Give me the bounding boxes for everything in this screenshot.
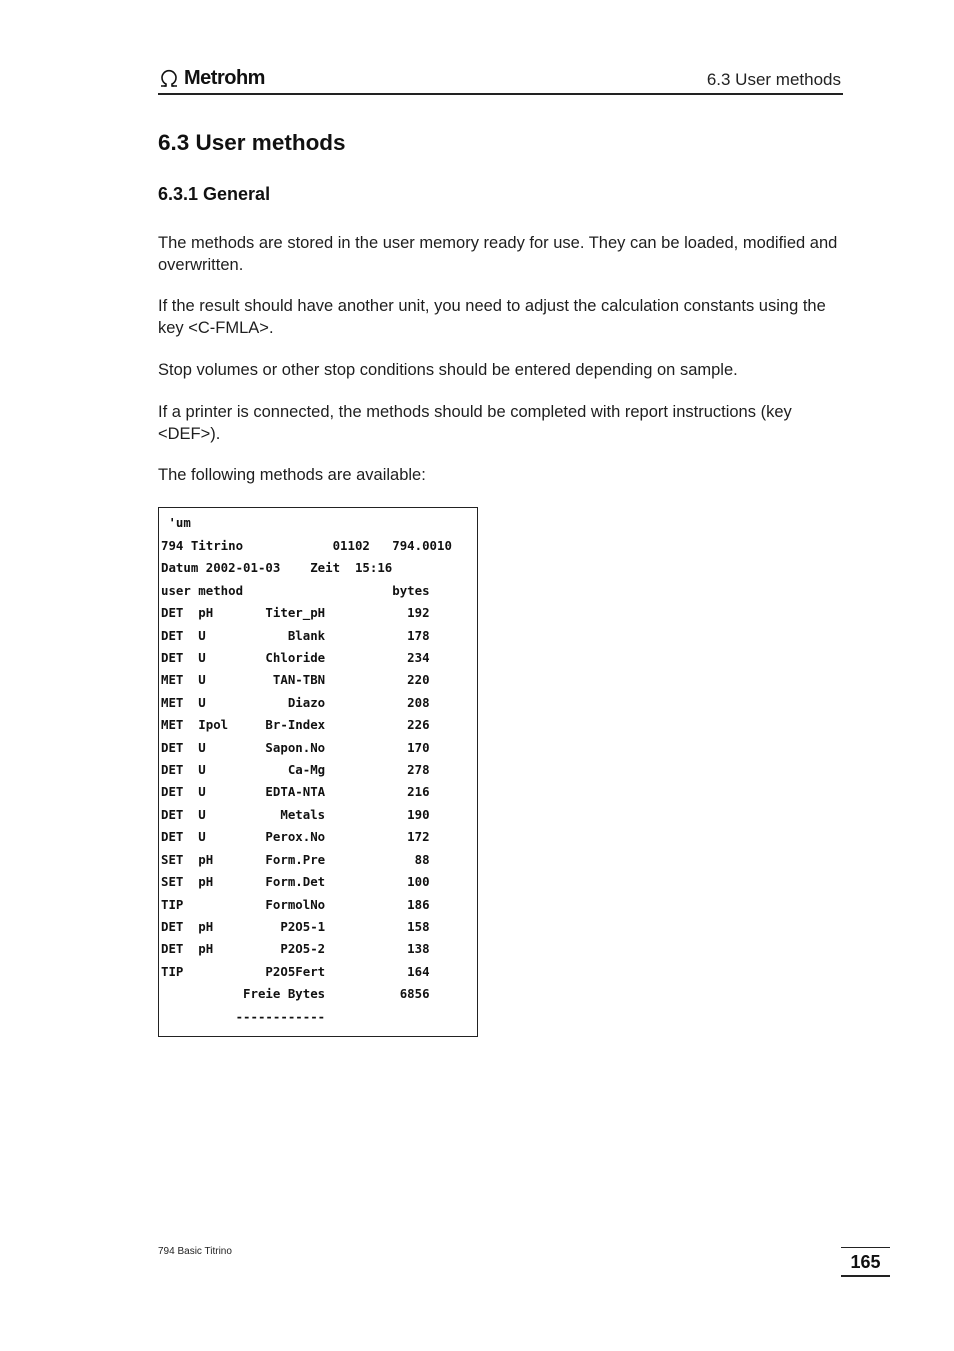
printout-line: DET pH P2O5-2 138 <box>161 941 430 956</box>
printout-line: 794 Titrino 01102 794.0010 <box>161 538 452 553</box>
paragraph: If a printer is connected, the methods should be completed with report instructions (key <DEF>). <box>158 403 792 443</box>
printout-line: 'um <box>161 515 191 530</box>
subsection-heading: 6.3.1 General <box>158 184 271 204</box>
printout-line: TIP FormolNo 186 <box>161 897 430 912</box>
paragraph: The methods are stored in the user memory ready for use. They can be loaded, modified and overwritten. <box>158 234 838 274</box>
printout-line: DET U Sapon.No 170 <box>161 740 430 755</box>
omega-logo-icon <box>158 67 180 89</box>
printout-line: DET U Metals 190 <box>161 807 430 822</box>
printout-line: user method bytes <box>161 583 430 598</box>
paragraph: If the result should have another unit, you need to adjust the calculation constants using the key <C-FMLA>. <box>158 297 826 337</box>
metrohm-logo <box>158 66 265 90</box>
printout-line: TIP P2O5Fert 164 <box>161 964 430 979</box>
printout-line: DET U Ca-Mg 278 <box>161 762 430 777</box>
footer-document-name: 794 Basic Titrino <box>158 1246 232 1257</box>
page-number-box <box>841 1247 890 1277</box>
printout-line: DET pH Titer_pH 192 <box>161 605 430 620</box>
printout-line: Datum 2002-01-03 Zeit 15:16 <box>161 560 393 575</box>
printout-line: MET U Diazo 208 <box>161 695 430 710</box>
logo-text: Metrohm <box>184 66 265 89</box>
printout-line: MET Ipol Br-Index 226 <box>161 717 430 732</box>
header-divider <box>158 93 843 95</box>
printout-line: DET U Blank 178 <box>161 628 430 643</box>
printout-line: ------------ <box>161 1009 326 1024</box>
paragraph: The following methods are available: <box>158 466 426 484</box>
printout-line: DET U EDTA-NTA 216 <box>161 784 430 799</box>
running-header-section: 6.3 User methods <box>706 70 841 89</box>
printout-line: SET pH Form.Det 100 <box>161 874 430 889</box>
printout-line: MET U TAN-TBN 220 <box>161 672 430 687</box>
printout-line: Freie Bytes 6856 <box>161 986 430 1001</box>
paragraph: Stop volumes or other stop conditions should be entered depending on sample. <box>158 361 738 379</box>
method-list-printout <box>158 507 478 1037</box>
section-heading: 6.3 User methods <box>158 130 346 155</box>
printout-line: DET pH P2O5-1 158 <box>161 919 430 934</box>
printout-line: DET U Chloride 234 <box>161 650 430 665</box>
printout-line: DET U Perox.No 172 <box>161 829 430 844</box>
page-number: 165 <box>850 1252 881 1272</box>
printout-line: SET pH Form.Pre 88 <box>161 852 430 867</box>
